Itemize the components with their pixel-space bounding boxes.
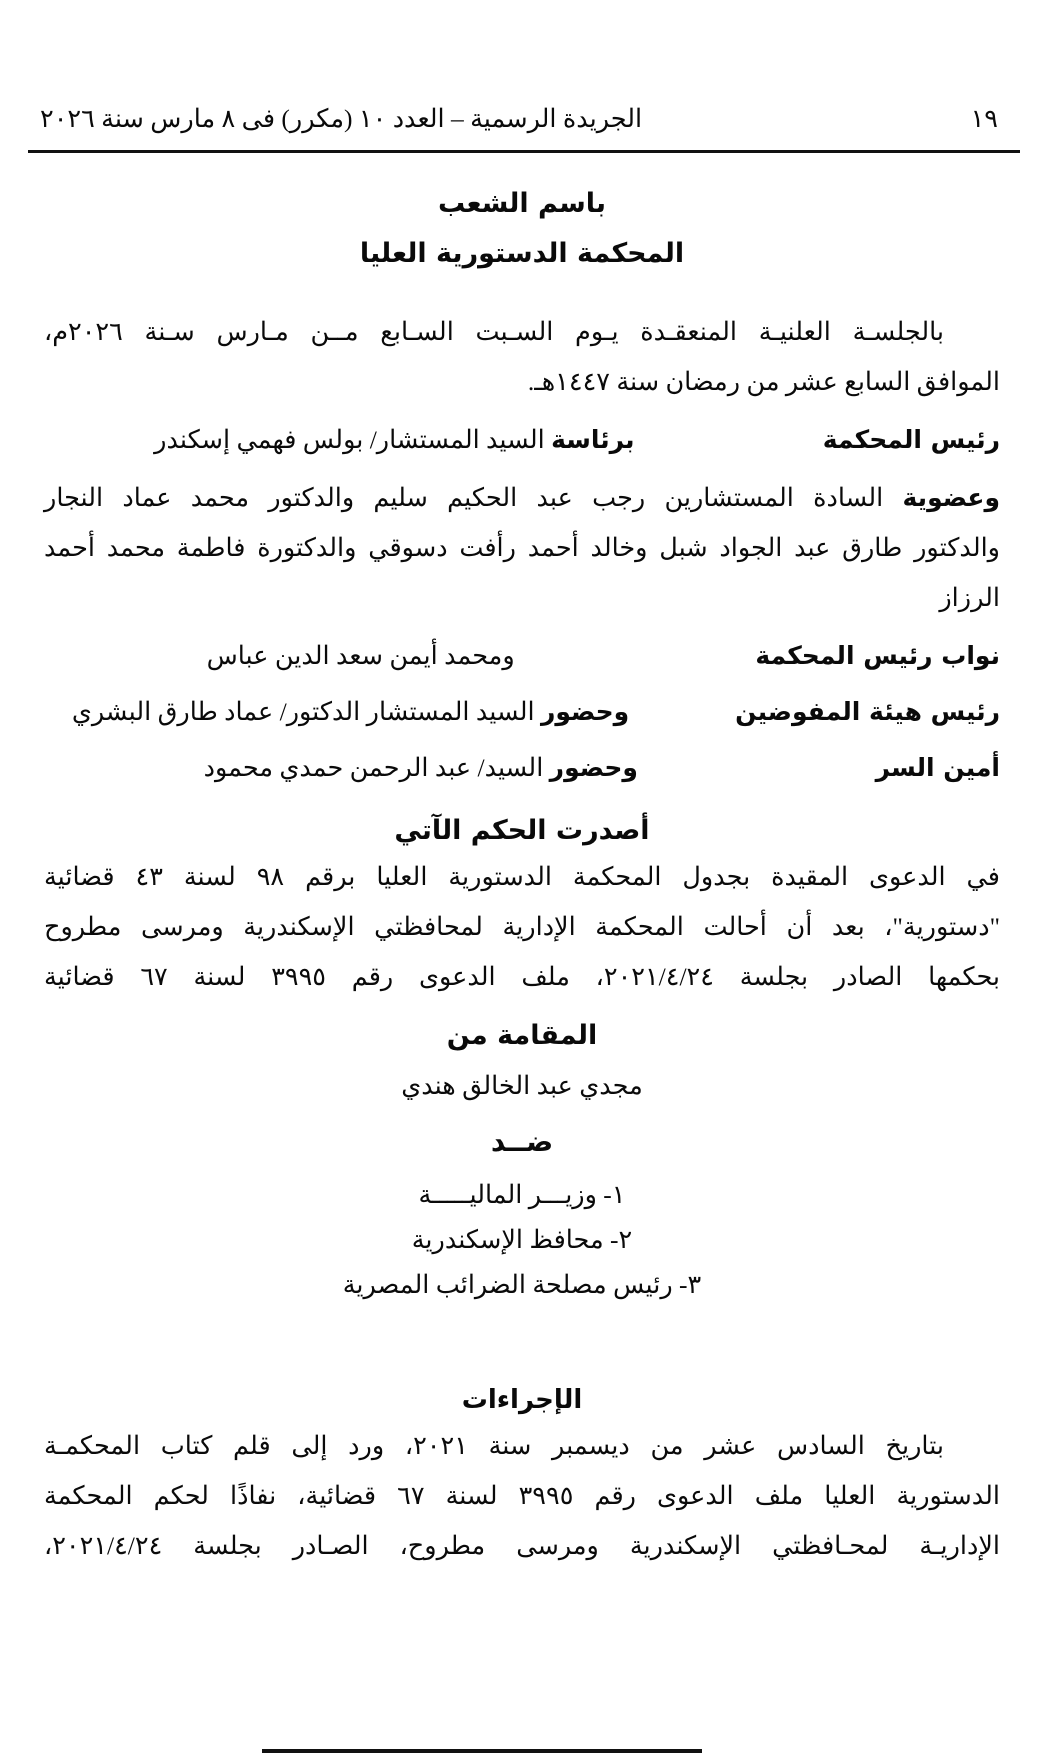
case-line-3: بحكمها الصادر بجلسة ٢٠٢١/٤/٢٤، ملف الدعوى رقم ٣٩٩٥ لسنة ٦٧ قضائية [44,962,1001,991]
versus-heading: ضــد [490,1125,554,1158]
bench-secretary-row [44,745,1000,791]
bench-deputies-row [44,633,1000,679]
session-line-1: بالجلسـة العلنيـة المنعقـدة يـوم السـبت السـابع مــن مـارس سـنة ٢٠٢٦م، [44,317,944,346]
bench-secretary-name-wrap [44,745,828,791]
list-item: ١- وزيـــر الماليـــــة [418,1180,626,1209]
plaintiff-name: مجدي عبد الخالق هندي [401,1071,643,1100]
respondents-list [44,1172,1000,1307]
procedures-line-2: الدستورية العليا ملف الدعوى رقم ٣٩٩٥ لسنة ٦٧ قضائية، نفاذًا لحكم المحكمة [44,1481,1000,1510]
filed-by-heading: المقامة من [446,1020,598,1051]
bench-secretary-role: أمين السر [875,753,1000,782]
bench-membership-lead: وعضوية [902,483,1000,512]
procedures-line-1: بتاريخ السادس عشر من ديسمبر سنة ٢٠٢١، ورد إلى قلم كتاب المحكمـة [44,1431,944,1460]
bench-membership-text-3: ومحمد أيمن سعد الدين عباس [206,641,515,670]
bench-membership-text-1: السادة المستشارين رجب عبد الحكيم سليم والدكتور محمد عماد النجار [44,483,884,512]
case-line-1: في الدعوى المقيدة بجدول المحكمة الدستورية العليا برقم ٩٨ لسنة ٤٣ قضائية [44,862,1000,891]
bench-commissioners-row [44,689,1000,735]
court-name-title: المحكمة الدستورية العليا [359,238,685,269]
procedures-heading: الإجراءات [461,1385,583,1415]
list-item: ٣- رئيس مصلحة الضرائب المصرية [342,1270,702,1299]
bench-commissioners-name-wrap [44,689,687,735]
bench-secretary-lead: وحضور [549,753,638,782]
bench-president-role: رئيس المحكمة [822,425,1000,454]
bench-commissioners-role: رئيس هيئة المفوضين [735,697,1000,726]
list-item: ٢- محافظ الإسكندرية [411,1225,633,1254]
bench-membership-line-2: والدكتور طارق عبد الجواد شبل وخالد أحمد رأفت دسوقي والدكتورة فاطمة محمد أحمد الرزاز [44,533,1000,612]
section-spacer [44,1307,1000,1361]
procedures-line-3: الإداريـة لمحـافظتي الإسكندرية ومرسى مطروح، الصـادر بجلسة ٢٠٢١/٤/٢٤، [44,1531,1000,1560]
bench-president-name: السيد المستشار/ بولس فهمي إسكندر [154,425,545,454]
bench-commissioners-lead: وحضور [540,697,630,726]
bench-commissioners-name: السيد المستشار الدكتور/ عماد طارق البشري [71,697,535,726]
bench-president-name-wrap [44,417,775,463]
bench-membership-line-1 [44,473,1000,523]
page-number: ١٩ [970,104,998,133]
case-line-2: "دستورية"، بعد أن أحالت المحكمة الإدارية لمحافظتي الإسكندرية ومرسى مطروح [44,912,1000,941]
running-head-text: الجريدة الرسمية – العدد ١٠ (مكرر) فى ٨ مارس سنة ٢٠٢٦ [40,104,643,133]
bench-deputies-role: نواب رئيس المحكمة [755,641,1000,670]
page-title: باسم الشعب [437,188,607,219]
page-bottom-artifact-bar [262,1749,702,1753]
document-body [44,176,1000,1713]
bench-president-row [44,417,1000,463]
issued-judgment-heading: أصدرت الحكم الآتي [394,815,650,846]
session-line-2: الموافق السابع عشر من رمضان سنة ١٤٤٧هـ. [527,367,1000,396]
running-head [28,98,1016,140]
header-rule [28,150,1020,153]
bench-president-lead: برئاسة [551,425,635,454]
bench-secretary-name: السيد/ عبد الرحمن حمدي محمود [203,753,544,782]
